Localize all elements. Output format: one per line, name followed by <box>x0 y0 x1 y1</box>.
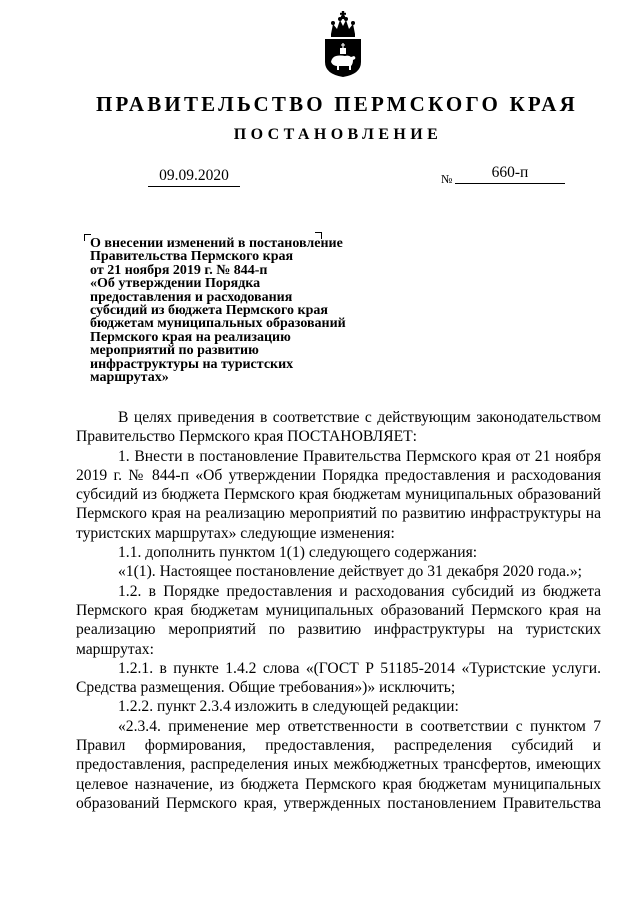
subject-line: инфраструктуры на туристских <box>90 356 294 372</box>
number-sign: № <box>441 172 453 186</box>
subject-line: маршрутах» <box>90 370 169 386</box>
coat-of-arms-icon <box>323 10 363 78</box>
body-paragraph: В целях приведения в соответствие с действующим законодательством Правительство Пермского края ПОСТАНОВЛЯЕТ: <box>76 409 601 446</box>
body-paragraph: 1.2. в Порядке предоставления и расходования субсидий из бюджета Пермского края бюджетам муниципальных образований Пермского края на реализацию мероприятий по развитию инфраструктуры на туристских маршрутах: <box>76 582 601 658</box>
body-paragraph: 1. Внести в постановление Правительства Пермского края от 21 ноября 2019 г. № 844-п «Об утверждении Порядка предоставления и расходования субсидий из бюджета Пермского края бюджетам муниципальных образований Пермского края на реализацию мероприятий по развитию инфраструктуры на туристских маршрутах» следующие изменения: <box>76 447 601 542</box>
document-body <box>76 408 601 813</box>
document-subject <box>90 237 390 384</box>
body-paragraph: 1.2.2. пункт 2.3.4 изложить в следующей редакции: <box>118 698 459 716</box>
document-number: 660-п <box>455 164 565 184</box>
document-type-title: ПОСТАНОВЛЕНИЕ <box>233 126 443 143</box>
document-date: 09.09.2020 <box>148 167 240 187</box>
body-paragraph: «1(1). Настоящее постановление действует до 31 декабря 2020 года.»; <box>118 563 582 581</box>
subject-line: предоставления и расходования <box>90 289 293 305</box>
body-paragraph: 1.1. дополнить пунктом 1(1) следующего содержания: <box>118 544 478 562</box>
subject-line: Правительства Пермского края <box>90 249 294 265</box>
subject-line: «Об утверждении Порядка <box>90 276 261 292</box>
subject-line: бюджетам муниципальных образований <box>90 316 346 332</box>
subject-line: О внесении изменений в постановление <box>90 236 343 251</box>
subject-line: субсидий из бюджета Пермского края <box>90 303 328 319</box>
crown-icon <box>331 11 355 37</box>
subject-line: от 21 ноября 2019 г. № 844-п <box>90 262 268 278</box>
body-paragraph: 1.2.1. в пункте 1.4.2 слова «(ГОСТ Р 51185-2014 «Туристские услуги. Средства размещения. Общие требования»)» исключить; <box>76 659 601 697</box>
government-title: ПРАВИТЕЛЬСТВО ПЕРМСКОГО КРАЯ <box>95 92 578 116</box>
subject-line: мероприятий по развитию <box>90 343 259 359</box>
body-paragraph: «2.3.4. применение мер ответственности в соответствии с пунктом 7 Правил формирования, предоставления, распределения субсидий и предоставления, распределения иных межбюджетных трансфертов, имеющих целевое назначение, из бюджета Пермского края бюджетам муниципальных образований Пермского края, утвержденных постановлением Правительства <box>76 717 601 812</box>
subject-line: Пермского края на реализацию <box>90 329 291 345</box>
